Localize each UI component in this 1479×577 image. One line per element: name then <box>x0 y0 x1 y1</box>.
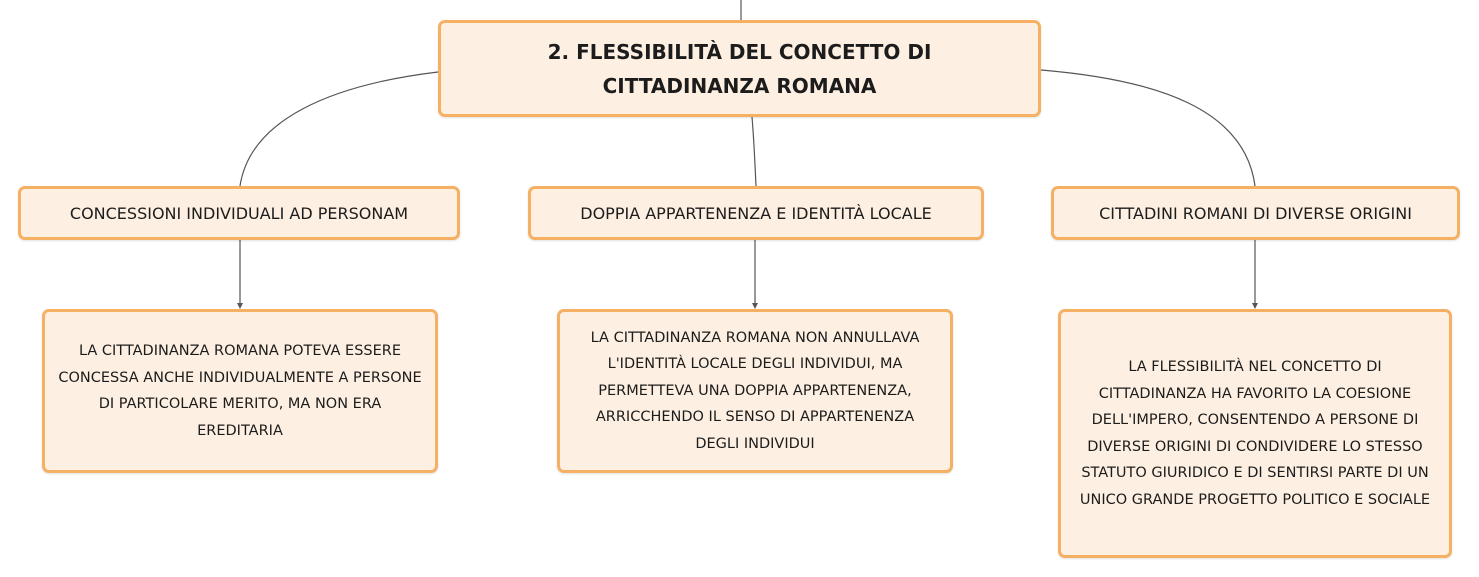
detail-text: LA FLESSIBILITÀ NEL CONCETTO DI CITTADINANZA HA FAVORITO LA COESIONE DELL'IMPERO, CONSENTENDO A PERSONE DI DIVERSE ORIGINI DI CONDIVIDERE LO STESSO STATUTO GIURIDICO E DI SENTIRSI PARTE DI UN UNICO GRANDE PROGETTO POLITICO E SOCIALE <box>1079 359 1431 508</box>
detail-concessioni-individuali[interactable] <box>42 309 438 473</box>
root-topic[interactable] <box>438 20 1041 117</box>
subtopic-doppia-appartenenza[interactable] <box>528 186 984 240</box>
subtopic-label: DOPPIA APPARTENENZA E IDENTITÀ LOCALE <box>580 203 932 223</box>
subtopic-label: CONCESSIONI INDIVIDUALI AD PERSONAM <box>69 203 409 223</box>
connector-root-to-branch-1 <box>240 72 438 186</box>
detail-text: LA CITTADINANZA ROMANA NON ANNULLAVA L'IDENTITÀ LOCALE DEGLI INDIVIDUI, MA PERMETTEVA UNA DOPPIA APPARTENENZA, ARRICCHENDO IL SENSO DI APPARTENENZA DEGLI INDIVIDUI <box>590 329 920 452</box>
connector-root-to-branch-2 <box>752 117 756 186</box>
root-topic-label: 2. FLESSIBILITÀ DEL CONCETTO DI CITTADINANZA ROMANA <box>547 39 932 98</box>
subtopic-label: CITTADINI ROMANI DI DIVERSE ORIGINI <box>1099 203 1412 223</box>
detail-doppia-appartenenza[interactable] <box>557 309 953 473</box>
detail-cittadini-diverse-origini[interactable] <box>1058 309 1452 558</box>
detail-text: LA CITTADINANZA ROMANA POTEVA ESSERE CONCESSA ANCHE INDIVIDUALMENTE A PERSONE DI PARTICOLARE MERITO, MA NON ERA EREDITARIA <box>58 343 422 439</box>
subtopic-cittadini-diverse-origini[interactable] <box>1051 186 1460 240</box>
connector-root-to-branch-3 <box>1041 70 1255 186</box>
subtopic-concessioni-individuali[interactable] <box>18 186 460 240</box>
